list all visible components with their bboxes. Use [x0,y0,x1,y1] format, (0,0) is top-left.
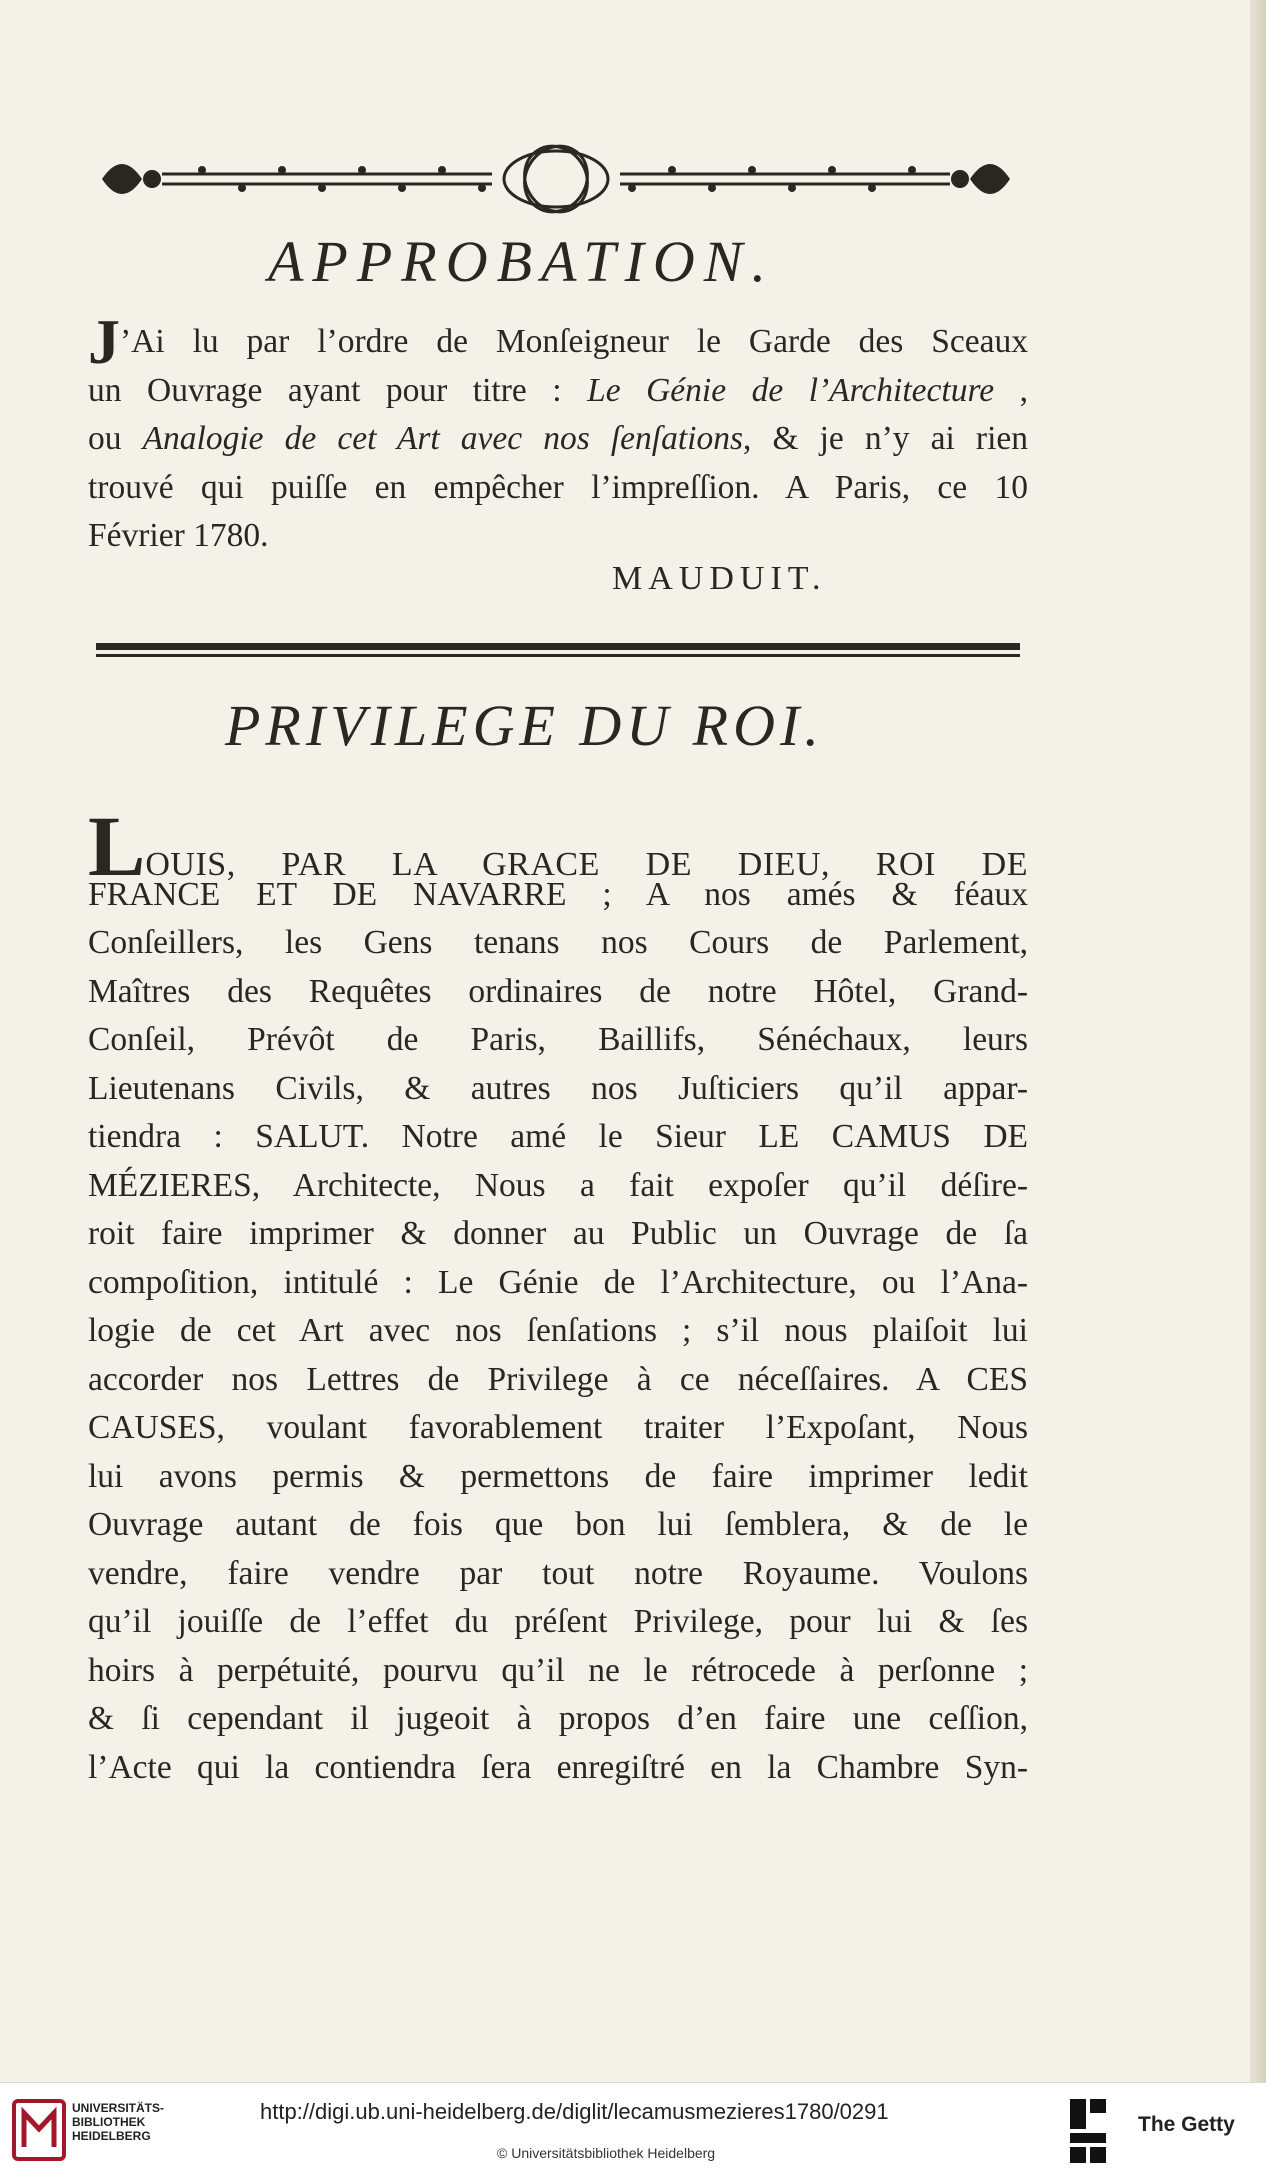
text-run: Février 1780. [88,517,269,554]
privilege-line: CAUSES, voulant favorablement traiter l’Expoſant, Nous [88,1409,1028,1446]
document-url-link[interactable]: http://digi.ub.uni-heidelberg.de/diglit/lecamusmezieres1780/0291 [260,2099,889,2124]
privilege-line: Maîtres des Requêtes ordinaires de notre Hôtel, Grand- [88,972,1028,1010]
drop-cap: L [88,798,146,894]
text-run: Ai lu par l’ordre de Monſeigneur le Garde des Sceaux [131,323,1028,360]
approbation-text [88,306,1029,561]
approbation-line [88,464,1028,513]
privilege-line: roit faire imprimer & donner au Public un Ouvrage de ſa [88,1215,1028,1252]
getty-logo-icon [1066,2095,1110,2167]
text-run: , [994,371,1029,409]
text-run: OUIS, PAR LA GRACE DE DIEU, ROI DE [145,846,1028,883]
approbation-line [88,367,1028,416]
privilege-line: MÉZIERES, Architecte, Nous a fait expoſer qu’il déſire- [88,1166,1028,1204]
page-edge [1250,0,1266,2082]
privilege-line: tiendra : SALUT. Notre amé le Sieur LE CAMUS DE [88,1118,1028,1155]
privilege-line: Conſeil, Prévôt de Paris, Baillifs, Sénéchaux, leurs [88,1021,1028,1058]
text-run: trouvé qui puiſſe en empêcher l’impreſſion. A Paris, ce 10 [88,468,1028,506]
privilege-line: vendre, faire vendre par tout notre Royaume. Voulons [88,1554,1028,1592]
privilege-line: Ouvrage autant de fois que bon lui ſemblera, & de le [88,1506,1028,1543]
privilege-line: Lieutenans Civils, & autres nos Juſticiers qu’il appar- [88,1069,1028,1107]
privilege-line: accorder nos Lettres de Privilege à ce néceſſaires. A CES [88,1360,1028,1398]
approbation-line [88,415,1028,464]
viewer-footer [0,2082,1266,2176]
drop-cap: J [88,306,120,377]
university-name [72,2101,182,2143]
privilege-line: qu’il jouiſſe de l’effet du préſent Privilege, pour lui & ſes [88,1603,1028,1640]
privilege-line: FRANCE ET DE NAVARRE ; A nos amés & féaux [88,875,1028,913]
university-seal-icon [12,2099,66,2161]
privilege-line: lui avons permis & permettons de faire imprimer ledit [88,1457,1028,1495]
privilege-line: & ſi cependant il jugeoit à propos d’en faire une ceſſion, [88,1700,1028,1737]
copyright-notice: © Universitätsbibliothek Heidelberg [497,2145,716,2161]
university-name-line: HEIDELBERG [72,2129,151,2143]
approbation-line: J’Ai lu par l’ordre de Monſeigneur le Garde des Sceaux [88,306,1028,377]
text-run: ou [88,420,143,457]
getty-label: The Getty [1138,2113,1235,2136]
privilege-line: compoſition, intitulé : Le Génie de l’Architecture, ou l’Ana- [88,1263,1028,1301]
approbation-signature: MAUDUIT. [612,560,827,597]
book-title: Le Génie de l’Architecture [587,371,995,409]
book-subtitle: Analogie de cet Art avec nos ſenſations [142,420,743,457]
privilege-line: Conſeillers, les Gens tenans nos Cours de Parlement, [88,924,1028,961]
privilege-title: PRIVILEGE DU ROI. [225,693,824,758]
university-name-line: BIBLIOTHEK [72,2115,146,2129]
privilege-line: hoirs à perpétuité, pourvu qu’il ne le rétrocede à perſonne ; [88,1651,1028,1689]
divider-rule [96,640,1020,662]
university-name-line: UNIVERSITÄTS- [72,2101,165,2115]
text-run: , & je n’y ai rien [743,420,1028,457]
privilege-line: logie de cet Art avec nos ſenſations ; s’il nous plaiſoit lui [88,1312,1028,1349]
text-run: un Ouvrage ayant pour titre : [88,371,588,409]
approbation-line [88,512,1028,561]
ornament-header-icon [92,140,1020,220]
privilege-text [88,798,1028,1792]
approbation-title: APPROBATION. [268,229,775,294]
privilege-line: l’Acte qui la contiendra ſera enregiſtré en la Chambre Syn- [88,1748,1028,1786]
